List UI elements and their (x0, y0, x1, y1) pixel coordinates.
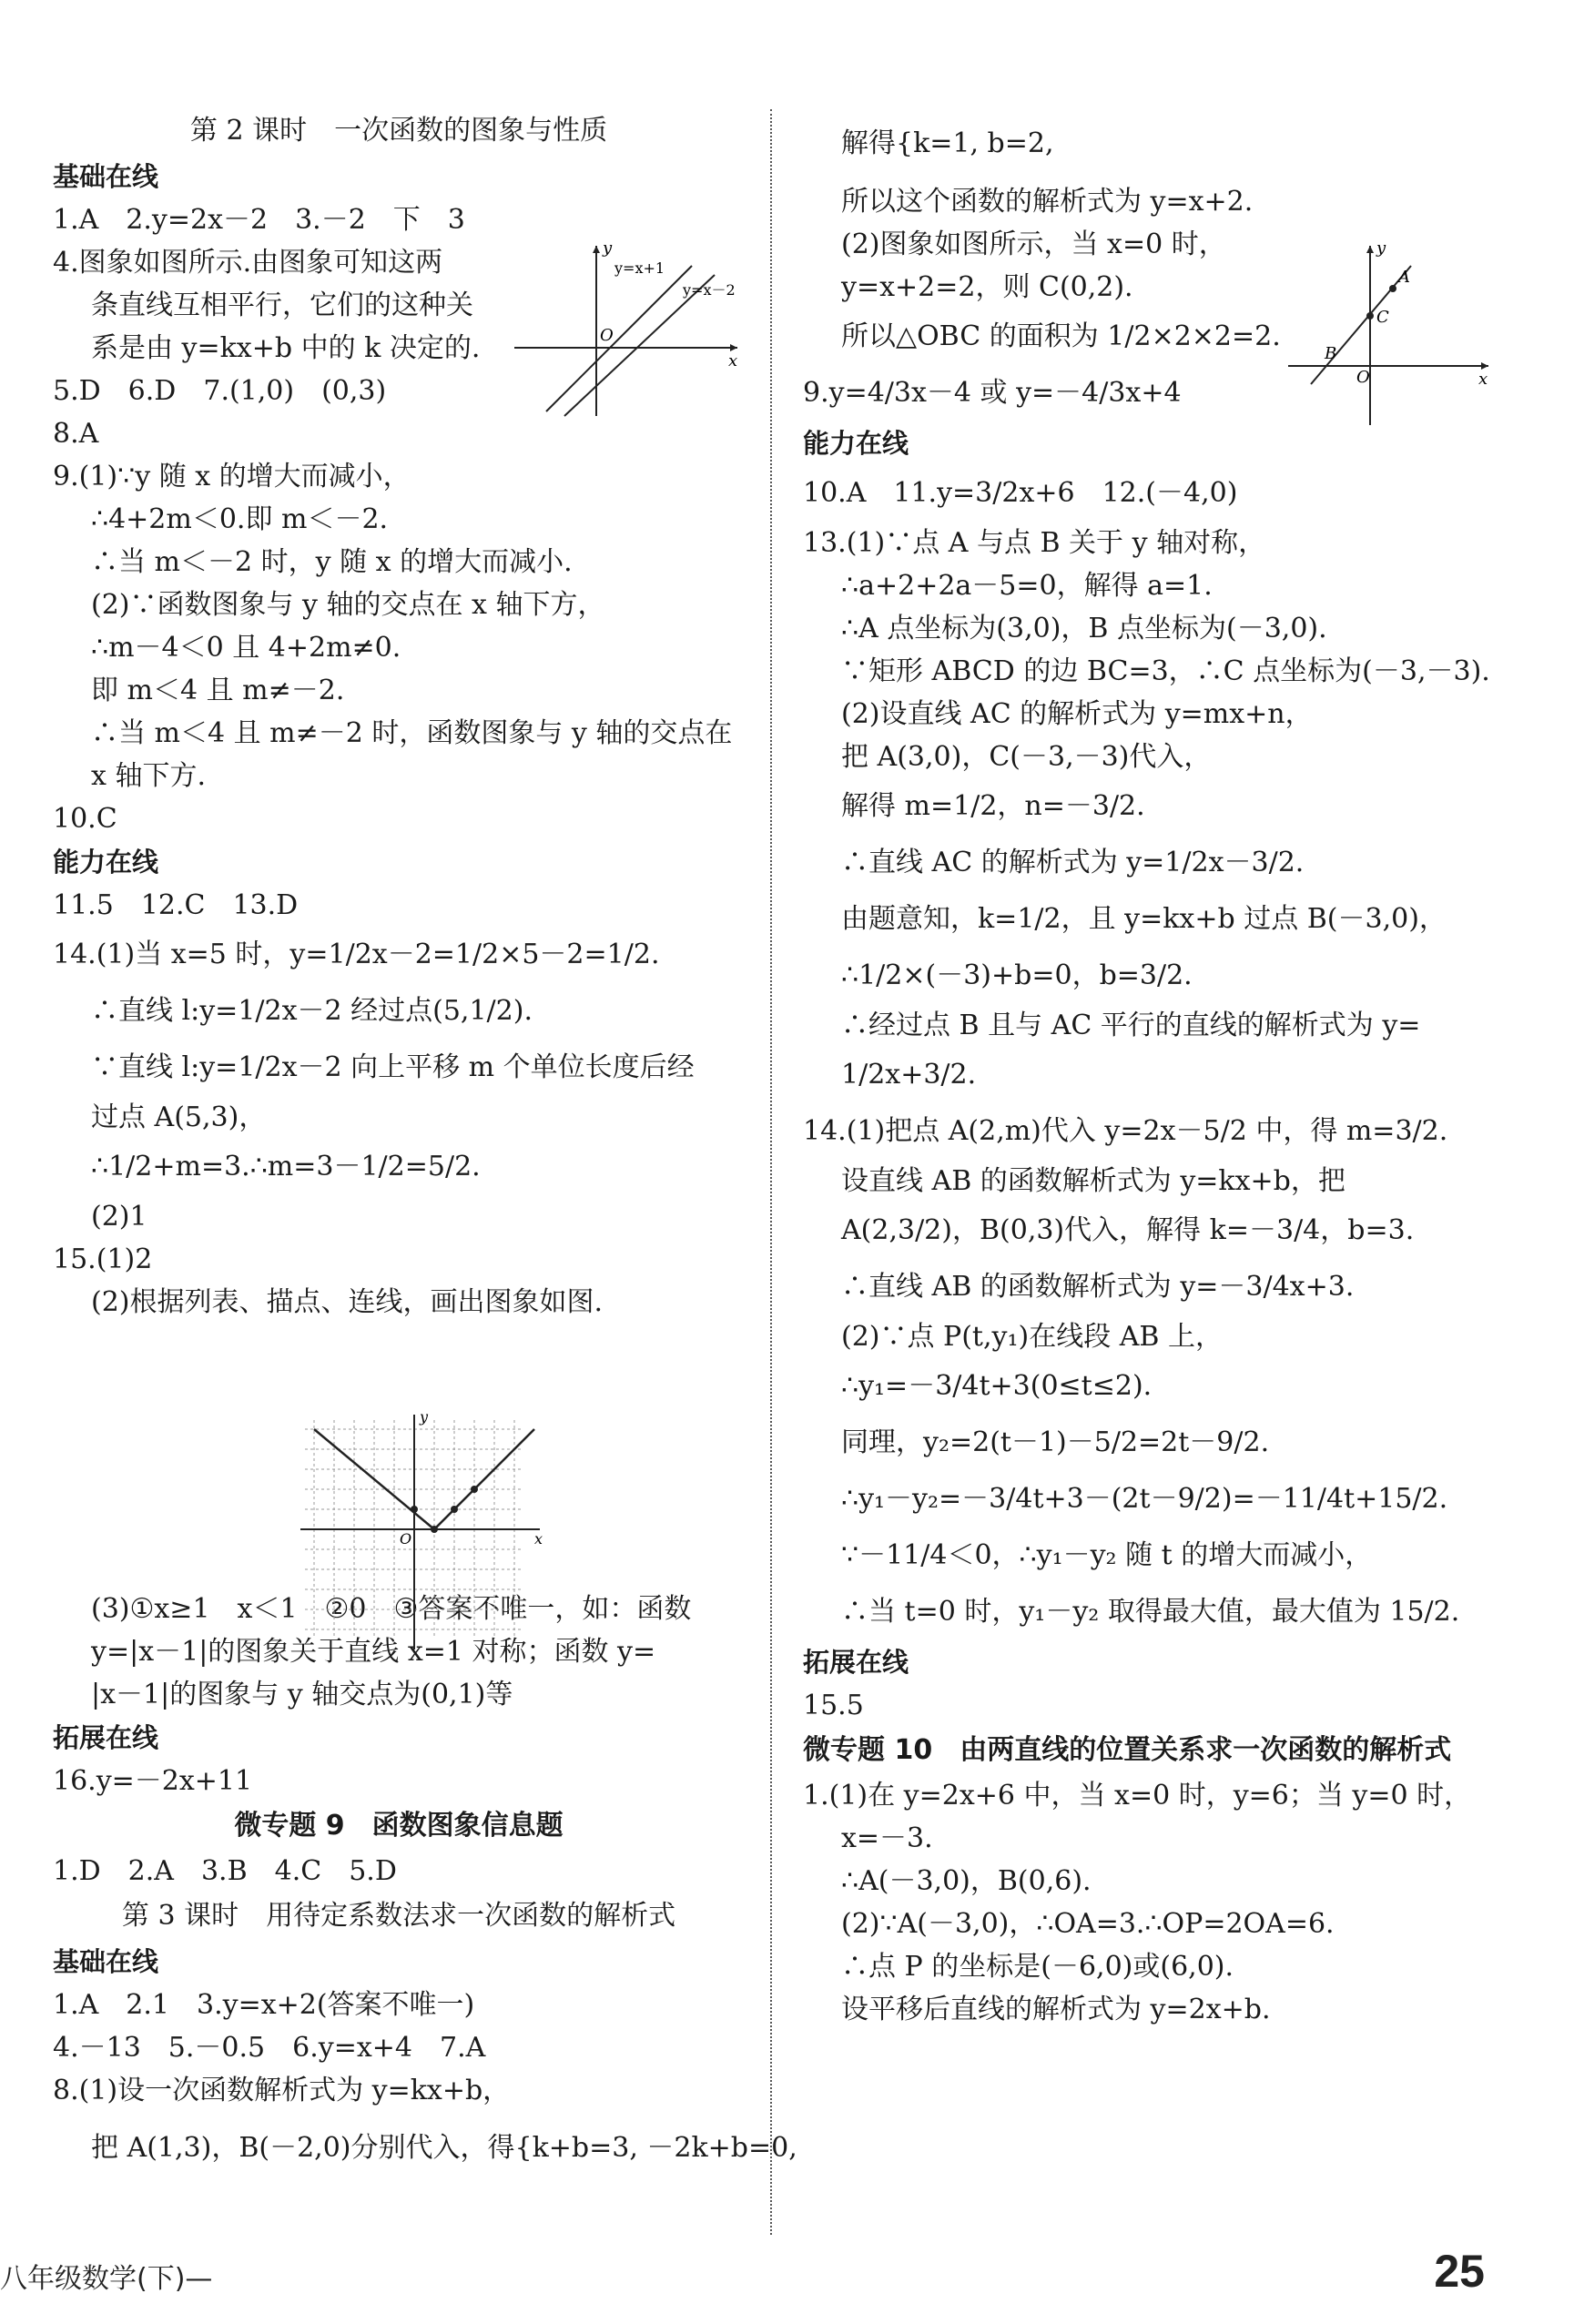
parallel-lines-graph (510, 238, 746, 421)
x-axis-label: x (728, 351, 738, 370)
x-arrow-icon (1481, 362, 1488, 370)
point-b-label: B (1325, 344, 1337, 363)
answer-line: (2)图象如图所示，当 x=0 时， (841, 228, 1226, 260)
answer-line: 把 A(1,3)，B(－2,0)分别代入，得{k+b=3, －2k+b=0, (91, 2132, 797, 2164)
answer-line: ∵矩形 ABCD 的边 BC=3，∴C 点坐标为(－3,－3). (841, 655, 1490, 687)
origin-label: O (600, 326, 614, 345)
answer-line: (2)1 (91, 1201, 147, 1233)
answer-line: 4.图象如图所示.由图象可知这两 (53, 247, 443, 279)
triangle-obc-graph (1284, 238, 1493, 430)
answer-line: 条直线互相平行，它们的这种关 (91, 289, 473, 321)
section-basic: 基础在线 (53, 1946, 159, 1977)
answer-line: (2)∵函数图象与 y 轴的交点在 x 轴下方， (91, 589, 605, 621)
point-a (1389, 285, 1396, 292)
answer-line: 解得{k=1, b=2, (841, 127, 1054, 159)
answer-line: 13.(1)∵点 A 与点 B 关于 y 轴对称， (803, 527, 1266, 559)
answer-line: ∴当 t=0 时，y₁－y₂ 取得最大值，最大值为 15/2. (841, 1596, 1460, 1628)
lesson-title: 第 3 课时 用待定系数法求一次函数的解析式 (121, 1900, 676, 1932)
answer-line: 即 m＜4 且 m≠－2. (91, 675, 345, 706)
section-extension: 拓展在线 (803, 1647, 909, 1678)
section-ability: 能力在线 (53, 847, 159, 878)
section-basic: 基础在线 (53, 161, 159, 192)
answer-line: 11.5 12.C 13.D (53, 889, 299, 921)
answer-line: 所以△OBC 的面积为 1/2×2×2=2. (841, 320, 1281, 352)
answer-line: 8.(1)设一次函数解析式为 y=kx+b， (53, 2075, 511, 2106)
answer-line: (2)∵点 P(t,y₁)在线段 AB 上， (841, 1321, 1223, 1353)
y-arrow-icon (1366, 246, 1374, 253)
point (431, 1526, 438, 1533)
line2-label: y=x－2 (683, 281, 736, 299)
origin-label: O (400, 1530, 412, 1548)
answer-line: ∴1/2×(－3)+b=0，b=3/2. (841, 959, 1193, 991)
answer-line: 1.A 2.y=2x－2 3.－2 下 3 (53, 204, 465, 236)
answer-line: y=x+2=2，则 C(0,2). (841, 271, 1133, 303)
lesson-title: 第 2 课时 一次函数的图象与性质 (189, 115, 608, 147)
answer-line: ∴y₁－y₂=－3/4t+3－(2t－9/2)=－11/4t+15/2. (841, 1483, 1448, 1515)
answer-line: x 轴下方. (91, 760, 206, 792)
answer-line: ∴点 P 的坐标是(－6,0)或(6,0). (841, 1951, 1234, 1983)
answer-line: 10.C (53, 803, 117, 835)
origin-label: O (1356, 368, 1370, 387)
answer-line: 同理，y₂=2(t－1)－5/2=2t－9/2. (841, 1426, 1270, 1458)
answer-line: 1.(1)在 y=2x+6 中，当 x=0 时，y=6；当 y=0 时， (803, 1780, 1472, 1812)
line1-label: y=x+1 (614, 259, 665, 277)
answer-line: ∴1/2+m=3.∴m=3－1/2=5/2. (91, 1151, 481, 1182)
answer-line: 1.A 2.1 3.y=x+2(答案不唯一) (53, 1989, 475, 2021)
abs-function-graph (296, 1411, 551, 1657)
answer-line: A(2,3/2)，B(0,3)代入，解得 k=－3/4，b=3. (841, 1214, 1415, 1246)
answer-line: 1/2x+3/2. (841, 1059, 977, 1091)
answer-line: ∴a+2+2a－5=0，解得 a=1. (841, 570, 1213, 602)
x-axis-label: x (534, 1530, 543, 1548)
answer-line: (2)设直线 AC 的解析式为 y=mx+n， (841, 698, 1313, 730)
answer-line: ∴m－4＜0 且 4+2m≠0. (91, 632, 401, 664)
answer-line: 把 A(3,0)，C(－3,－3)代入， (841, 741, 1212, 773)
answer-line: 5.D 6.D 7.(1,0) (0,3) (53, 375, 387, 407)
footer-grade-label: 八年级数学(下)— (0, 2263, 213, 2295)
micro-topic-title: 微专题 10 由两直线的位置关系求一次函数的解析式 (803, 1734, 1452, 1766)
answer-line: ∴y₁=－3/4t+3(0≤t≤2). (841, 1370, 1153, 1402)
answer-line: ∴经过点 B 且与 AC 平行的直线的解析式为 y= (841, 1010, 1421, 1041)
answer-line: 系是由 y=kx+b 中的 k 决定的. (91, 332, 481, 364)
point-a-label: A (1398, 268, 1410, 287)
answer-line: ∴直线 l:y=1/2x－2 经过点(5,1/2). (91, 995, 533, 1027)
y-axis-label: y (1376, 238, 1386, 258)
point-c-label: C (1376, 308, 1389, 327)
micro-topic-title: 微专题 9 函数图象信息题 (234, 1810, 564, 1842)
answer-line: 9.(1)∵y 随 x 的增大而减小， (53, 461, 411, 492)
point (471, 1486, 478, 1493)
answer-line: (3)①x≥1 x＜1 ②0 ③答案不唯一，如：函数 (91, 1593, 692, 1625)
answer-line: 4.－13 5.－0.5 6.y=x+4 7.A (53, 2032, 486, 2064)
y-axis-label: y (603, 238, 613, 258)
answer-line: 所以这个函数的解析式为 y=x+2. (841, 186, 1254, 218)
answer-line: 15.(1)2 (53, 1243, 153, 1275)
answer-line: 14.(1)把点 A(2,m)代入 y=2x－5/2 中，得 m=3/2. (803, 1115, 1448, 1147)
answer-line: ∴直线 AB 的函数解析式为 y=－3/4x+3. (841, 1271, 1355, 1303)
answer-line: (2)根据列表、描点、连线，画出图象如图. (91, 1286, 604, 1318)
answer-line: (2)∵A(－3,0)，∴OA=3.∴OP=2OA=6. (841, 1908, 1335, 1940)
column-divider (770, 109, 772, 2235)
line-y-equals-x-plus-1 (546, 266, 692, 411)
answer-line: x=－3. (841, 1822, 933, 1854)
y-arrow-icon (593, 246, 600, 253)
answer-line: 过点 A(5,3)， (91, 1101, 267, 1133)
answer-line: ∴直线 AC 的解析式为 y=1/2x－3/2. (841, 847, 1305, 878)
y-axis-label: y (420, 1411, 429, 1426)
answer-line: ∵直线 l:y=1/2x－2 向上平移 m 个单位长度后经 (91, 1051, 695, 1083)
x-arrow-icon (730, 344, 737, 351)
answer-line: ∴A 点坐标为(3,0)，B 点坐标为(－3,0). (841, 613, 1327, 644)
page-number: 25 (1434, 2246, 1485, 2297)
answer-line: 16.y=－2x+11 (53, 1765, 253, 1797)
answer-line: 10.A 11.y=3/2x+6 12.(－4,0) (803, 477, 1238, 509)
point (411, 1506, 418, 1513)
answer-line: 1.D 2.A 3.B 4.C 5.D (53, 1855, 397, 1887)
point (451, 1506, 458, 1513)
answer-line: 8.A (53, 418, 99, 450)
section-extension: 拓展在线 (53, 1722, 159, 1753)
answer-line: 设直线 AB 的函数解析式为 y=kx+b，把 (841, 1165, 1346, 1197)
answer-line: ∴4+2m＜0.即 m＜－2. (91, 503, 389, 535)
answer-line: |x－1|的图象与 y 轴交点为(0,1)等 (91, 1679, 513, 1710)
answer-line: 由题意知，k=1/2，且 y=kx+b 过点 B(－3,0)， (841, 903, 1447, 935)
answer-line: 14.(1)当 x=5 时，y=1/2x－2=1/2×5－2=1/2. (53, 939, 660, 970)
point-c (1366, 312, 1374, 320)
answer-line: 9.y=4/3x－4 或 y=－4/3x+4 (803, 377, 1182, 409)
answer-line: 15.5 (803, 1690, 864, 1721)
answer-line: 解得 m=1/2，n=－3/2. (841, 790, 1145, 822)
answer-line: ∴当 m＜4 且 m≠－2 时，函数图象与 y 轴的交点在 (91, 717, 733, 749)
section-ability: 能力在线 (803, 428, 909, 459)
answer-line: ∴A(－3,0)，B(0,6). (841, 1865, 1092, 1897)
answer-line: 设平移后直线的解析式为 y=2x+b. (841, 1994, 1271, 2025)
abs-curve (314, 1429, 534, 1529)
answer-line: ∵－11/4＜0，∴y₁－y₂ 随 t 的增大而减小， (841, 1539, 1373, 1571)
answer-line: y=|x－1|的图象关于直线 x=1 对称；函数 y= (91, 1636, 656, 1668)
answer-line: ∴当 m＜－2 时，y 随 x 的增大而减小. (91, 546, 573, 578)
x-axis-label: x (1478, 370, 1488, 389)
